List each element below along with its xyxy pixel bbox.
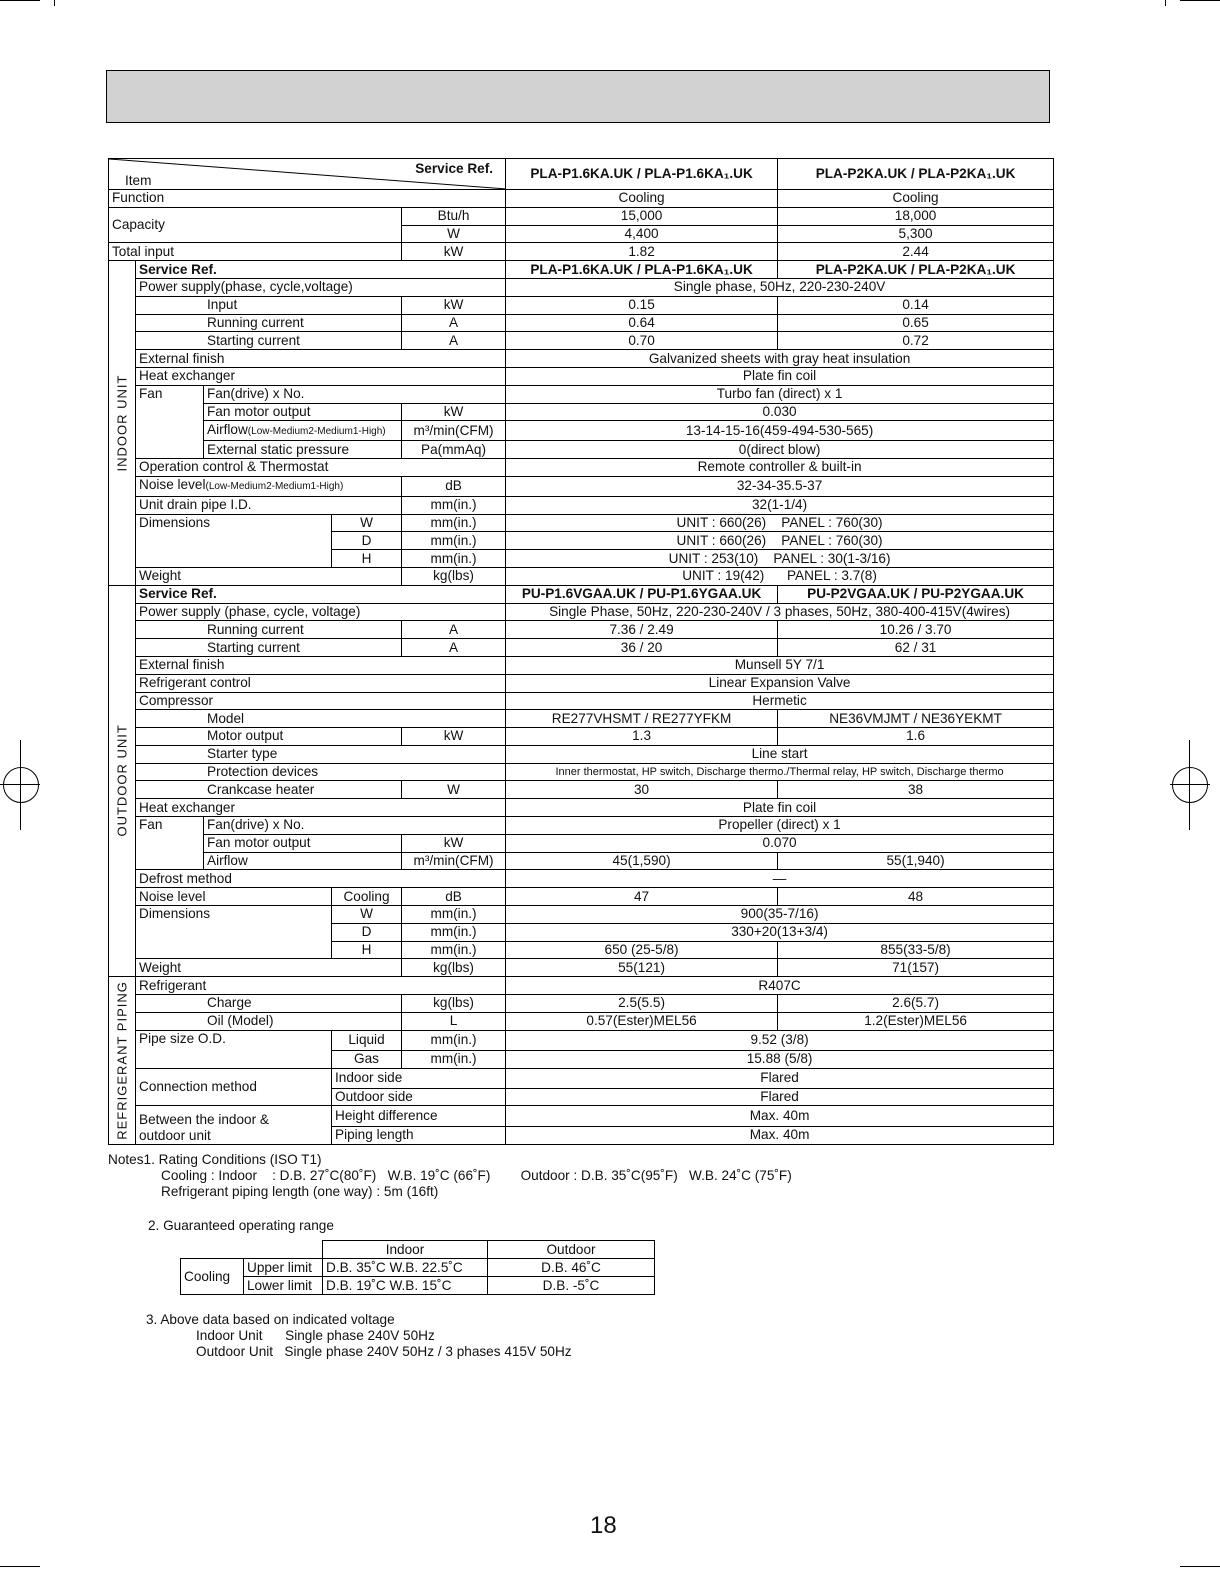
row-label: Starting current [136,332,402,350]
value-cell: Hermetic [506,692,1054,710]
range-lower-indoor: D.B. 19˚C W.B. 15˚C [323,1277,488,1295]
range-upper-indoor: D.B. 35˚C W.B. 22.5˚C [323,1259,488,1277]
pipe-type-cell: Liquid [332,1030,402,1050]
section-label-indoor: INDOOR UNIT [109,261,136,586]
unit-cell: kg(lbs) [402,959,506,977]
value-cell: R407C [506,977,1054,995]
value-cell: Munsell 5Y 7/1 [506,656,1054,674]
value-cell: Plate fin coil [506,799,1054,817]
table-row [109,603,1054,621]
value-cell: 330+20(13+3/4) [506,923,1054,941]
value-cell: 18,000 [778,207,1054,225]
table-row [109,977,1054,995]
value-cell: 9.52 (3/8) [506,1030,1054,1050]
table-row [109,261,1054,279]
unit-cell: kW [402,834,506,852]
row-label: Connection method [136,1068,332,1106]
side-cell: Outdoor side [332,1088,506,1106]
value-cell: Remote controller & built-in [506,459,1054,477]
value-cell: 0.65 [778,314,1054,332]
value-cell: 1.3 [506,728,778,746]
row-label: External finish [136,656,506,674]
item-header: Item [125,173,152,188]
axis-cell: W [332,514,402,532]
value-cell: PLA-P2KA.UK / PLA-P2KA₁.UK [778,261,1054,279]
axis-cell: D [332,923,402,941]
row-label: Fan motor output [204,403,402,421]
table-row [181,1259,655,1277]
note-1-title: Notes1. Rating Conditions (ISO T1) [108,1152,322,1167]
unit-cell: m³/min(CFM) [402,852,506,870]
unit-cell: mm(in.) [402,923,506,941]
note-2-title: 2. Guaranteed operating range [148,1218,334,1233]
value-cell: 10.26 / 3.70 [778,621,1054,639]
table-row [109,385,1054,403]
value-cell: UNIT : 19(42) PANEL : 3.7(8) [506,567,1054,585]
row-label: Fan motor output [204,834,402,852]
registration-mark [3,767,39,803]
row-label: Total input [109,243,402,261]
row-label: Function [109,190,506,208]
unit-cell: W [402,225,506,243]
value-cell: 1.2(Ester)MEL56 [778,1012,1054,1030]
row-label: Service Ref. [136,585,506,603]
table-row [109,906,1054,924]
table-row [109,585,1054,603]
row-label: Unit drain pipe I.D. [136,496,402,514]
unit-cell: dB [402,888,506,906]
row-label: Dimensions [136,514,332,567]
table-row [109,710,1054,728]
row-label: Input [136,296,402,314]
value-cell: 48 [778,888,1054,906]
specification-table [108,158,1054,1145]
between-label-1: Between the indoor & [139,1112,269,1127]
unit-cell: mm(in.) [402,1030,506,1050]
unit-cell: mm(in.) [402,906,506,924]
unit-cell: m³/min(CFM) [402,421,506,441]
note-1-line-2: Refrigerant piping length (one way) : 5m (16ft) [161,1184,439,1199]
table-row [109,745,1054,763]
row-label: Fan [136,385,204,458]
service-ref-header: Service Ref. [415,161,494,176]
value-cell: 4,400 [506,225,778,243]
axis-cell: H [332,550,402,568]
value-cell: 900(35-7/16) [506,906,1054,924]
table-row [109,159,1054,190]
section-label-outdoor: OUTDOOR UNIT [109,585,136,977]
row-label: Protection devices [136,763,506,781]
note-1-line-1: Cooling : Indoor : D.B. 27˚C(80˚F) W.B. 19˚C (66˚F) Outdoor : D.B. 35˚C(95˚F) W.B. 24˚C (75˚F) [161,1168,792,1183]
row-label: Pipe size O.D. [136,1030,332,1068]
value-cell: 1.6 [778,728,1054,746]
value-cell: Single phase, 50Hz, 220-230-240V [506,278,1054,296]
table-row [109,870,1054,888]
value-cell: Max. 40m [506,1106,1054,1126]
value-cell: 0.57(Ester)MEL56 [506,1012,778,1030]
row-label: Fan [136,817,204,870]
table-row [109,207,1054,225]
unit-cell: kW [402,296,506,314]
empty-cell [181,1241,323,1259]
unit-cell: W [402,781,506,799]
row-label: Running current [136,621,402,639]
crop-mark [0,1566,40,1567]
value-cell: 13-14-15-16(459-494-530-565) [506,421,1054,441]
value-cell: 2.44 [778,243,1054,261]
value-cell: UNIT : 253(10) PANEL : 30(1-3/16) [506,550,1054,568]
row-label: Power supply (phase, cycle, voltage) [136,603,506,621]
value-cell: Single Phase, 50Hz, 220-230-240V / 3 phases, 50Hz, 380-400-415V(4wires) [506,603,1054,621]
unit-cell: kg(lbs) [402,995,506,1013]
row-label: Running current [136,314,402,332]
table-row [181,1277,655,1295]
value-cell: 2.6(5.7) [778,995,1054,1013]
table-row [109,496,1054,514]
table-row [109,799,1054,817]
row-label: Motor output [136,728,402,746]
table-row [109,421,1054,441]
unit-cell: kW [402,403,506,421]
value-cell: Cooling [778,190,1054,208]
table-row [109,441,1054,459]
range-outdoor-header: Outdoor [488,1241,655,1259]
row-label: Noise level [136,888,332,906]
registration-mark-line [20,740,21,830]
value-cell: Flared [506,1088,1054,1106]
unit-cell: A [402,639,506,657]
unit-cell: kW [402,728,506,746]
side-cell: Height difference [332,1106,506,1126]
value-cell: Flared [506,1068,1054,1088]
unit-cell: mm(in.) [402,496,506,514]
row-label [136,1106,332,1145]
registration-mark-line [1170,784,1210,785]
value-cell: 650 (25-5/8) [506,941,778,959]
unit-cell: dB [402,476,506,496]
value-cell: NE36VMJMT / NE36YEKMT [778,710,1054,728]
unit-cell: kW [402,243,506,261]
note-3-line-2: Outdoor Unit Single phase 240V 50Hz / 3 phases 415V 50Hz [196,1344,572,1359]
table-row [109,190,1054,208]
pipe-type-cell: Gas [332,1050,402,1068]
table-row [109,350,1054,368]
axis-cell: W [332,906,402,924]
row-label: Dimensions [136,906,332,959]
table-row [109,514,1054,532]
value-cell: Linear Expansion Valve [506,674,1054,692]
model-2-header: PLA-P2KA.UK / PLA-P2KA₁.UK [778,159,1054,190]
value-cell: PU-P1.6VGAA.UK / PU-P1.6YGAA.UK [506,585,778,603]
table-row [109,674,1054,692]
unit-cell: L [402,1012,506,1030]
side-cell: Piping length [332,1126,506,1144]
table-row [109,296,1054,314]
value-cell: 32(1-1/4) [506,496,1054,514]
range-lower-label: Lower limit [244,1277,323,1295]
row-label: Model [136,710,506,728]
registration-mark-line [0,784,40,785]
unit-cell: mm(in.) [402,941,506,959]
row-label: Heat exchanger [136,367,506,385]
table-row [109,332,1054,350]
unit-cell: kg(lbs) [402,567,506,585]
value-cell: UNIT : 660(26) PANEL : 760(30) [506,532,1054,550]
crop-mark [1165,0,1166,6]
row-label: Oil (Model) [136,1012,402,1030]
page-number: 18 [590,1512,617,1539]
value-cell: 0.14 [778,296,1054,314]
value-cell: 0.15 [506,296,778,314]
table-row [109,692,1054,710]
value-cell: 0.72 [778,332,1054,350]
unit-cell: Pa(mmAq) [402,441,506,459]
row-label: Operation control & Thermostat [136,459,506,477]
row-label: Weight [136,959,402,977]
row-label: Refrigerant [136,977,506,995]
value-cell: 71(157) [778,959,1054,977]
unit-cell: A [402,314,506,332]
value-cell: 855(33-5/8) [778,941,1054,959]
table-row [109,959,1054,977]
value-cell: 0.64 [506,314,778,332]
table-row [109,403,1054,421]
model-1-header: PLA-P1.6KA.UK / PLA-P1.6KA₁.UK [506,159,778,190]
row-label: Heat exchanger [136,799,506,817]
row-label: Power supply(phase, cycle,voltage) [136,278,506,296]
axis-cell: H [332,941,402,959]
unit-cell: A [402,332,506,350]
range-upper-outdoor: D.B. 46˚C [488,1259,655,1277]
table-row [109,621,1054,639]
operating-range-table [180,1240,655,1295]
row-label: Charge [136,995,402,1013]
value-cell: UNIT : 660(26) PANEL : 760(30) [506,514,1054,532]
value-cell: 15.88 (5/8) [506,1050,1054,1068]
unit-cell: A [402,621,506,639]
value-cell: 0.70 [506,332,778,350]
value-cell: 0.030 [506,403,1054,421]
header-band [106,70,1050,123]
value-cell: Line start [506,745,1054,763]
row-label [136,476,402,496]
noise-speed-note: (Low-Medium2-Medium1-High) [205,481,344,493]
axis-cell: D [332,532,402,550]
value-cell: Cooling [506,190,778,208]
row-label: Fan(drive) x No. [204,385,506,403]
table-row [109,476,1054,496]
table-row [109,459,1054,477]
value-cell: 0(direct blow) [506,441,1054,459]
value-cell: 47 [506,888,778,906]
value-cell: 32-34-35.5-37 [506,476,1054,496]
table-row [109,314,1054,332]
value-cell: Propeller (direct) x 1 [506,817,1054,835]
value-cell: 62 / 31 [778,639,1054,657]
value-cell: Galvanized sheets with gray heat insulation [506,350,1054,368]
table-row [181,1241,655,1259]
range-lower-outdoor: D.B. -5˚C [488,1277,655,1295]
value-cell: PU-P2VGAA.UK / PU-P2YGAA.UK [778,585,1054,603]
row-label: Starter type [136,745,506,763]
range-mode: Cooling [181,1259,244,1295]
value-cell: 5,300 [778,225,1054,243]
value-cell: 45(1,590) [506,852,778,870]
crop-mark [1180,1566,1220,1567]
registration-mark-line [1189,740,1190,830]
value-cell: RE277VHSMT / RE277YFKM [506,710,778,728]
value-cell: 15,000 [506,207,778,225]
row-label: Weight [136,567,402,585]
crop-mark [1180,0,1220,1]
registration-mark [1172,767,1208,803]
row-label: Fan(drive) x No. [204,817,506,835]
table-row [109,243,1054,261]
table-row [109,781,1054,799]
mode-cell: Cooling [332,888,402,906]
table-row [109,367,1054,385]
row-label: Service Ref. [136,261,506,279]
value-cell: 7.36 / 2.49 [506,621,778,639]
row-label: External finish [136,350,506,368]
value-cell: Max. 40m [506,1126,1054,1144]
table-row [109,278,1054,296]
value-cell: Turbo fan (direct) x 1 [506,385,1054,403]
unit-cell: mm(in.) [402,532,506,550]
value-cell: Inner thermostat, HP switch, Discharge thermo./Thermal relay, HP switch, Discharge thermo [506,763,1054,781]
value-cell: 30 [506,781,778,799]
table-row [109,1106,1054,1126]
value-cell: 2.5(5.5) [506,995,778,1013]
row-label: Starting current [136,639,402,657]
crop-mark [0,0,40,1]
table-row [109,763,1054,781]
airflow-label: Airflow [207,421,248,437]
value-cell: 55(1,940) [778,852,1054,870]
row-label [204,421,402,441]
header-diagonal-cell [109,159,506,190]
row-label: Defrost method [136,870,506,888]
table-row [109,852,1054,870]
value-cell: 0.070 [506,834,1054,852]
row-label: Capacity [109,207,402,243]
table-row [109,728,1054,746]
row-label: Refrigerant control [136,674,506,692]
value-cell: — [506,870,1054,888]
table-row [109,656,1054,674]
unit-cell: mm(in.) [402,514,506,532]
airflow-speed-note: (Low-Medium2-Medium1-High) [247,425,386,437]
range-indoor-header: Indoor [323,1241,488,1259]
value-cell: 1.82 [506,243,778,261]
between-label-2: outdoor unit [139,1128,211,1143]
value-cell: 36 / 20 [506,639,778,657]
side-cell: Indoor side [332,1068,506,1088]
table-row [109,1068,1054,1088]
value-cell: 55(121) [506,959,778,977]
unit-cell: mm(in.) [402,550,506,568]
note-3-title: 3. Above data based on indicated voltage [146,1312,395,1327]
crop-mark [54,0,55,6]
row-label: External static pressure [204,441,402,459]
row-label: Crankcase heater [136,781,402,799]
value-cell: Plate fin coil [506,367,1054,385]
unit-cell: Btu/h [402,207,506,225]
table-row [109,995,1054,1013]
table-row [109,639,1054,657]
table-row [109,1030,1054,1050]
table-row [109,567,1054,585]
range-upper-label: Upper limit [244,1259,323,1277]
note-3-line-1: Indoor Unit Single phase 240V 50Hz [196,1328,435,1343]
table-row [109,834,1054,852]
table-row [109,817,1054,835]
row-label: Compressor [136,692,506,710]
unit-cell: mm(in.) [402,1050,506,1068]
value-cell: PLA-P1.6KA.UK / PLA-P1.6KA₁.UK [506,261,778,279]
table-row [109,888,1054,906]
row-label: Airflow [204,852,402,870]
value-cell: 38 [778,781,1054,799]
noise-label: Noise level [139,477,206,493]
section-label-piping: REFRIGERANT PIPING [109,977,136,1145]
table-row [109,1012,1054,1030]
